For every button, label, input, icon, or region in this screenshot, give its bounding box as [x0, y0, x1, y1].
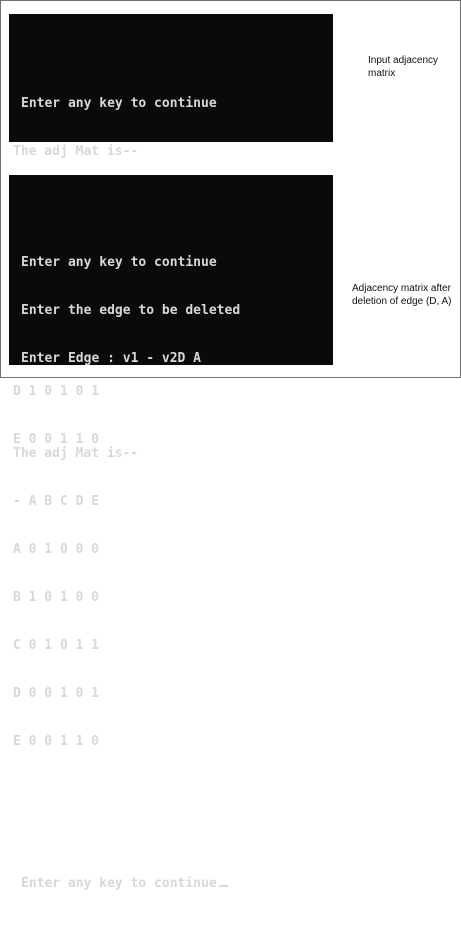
console-line: Enter any key to continue: [21, 96, 217, 111]
blank-line: [13, 402, 333, 411]
console-line: Enter any key to continue: [21, 255, 217, 270]
console-line: The adj Mat is--: [13, 446, 139, 461]
caption-after-deletion: Adjacency matrix after deletion of edge (D, A): [352, 283, 452, 307]
prompt-line: [13, 876, 333, 891]
matrix-row-d: D 1 0 1 0 1: [13, 384, 100, 399]
blank-line: [13, 785, 333, 794]
matrix-row-b: B 1 0 1 0 0: [13, 590, 100, 605]
prompt-text: Enter any key to continue: [21, 876, 217, 891]
console-line: Enter the edge to be deleted: [21, 303, 241, 318]
edge-input-line: Enter Edge : v1 - v2D A: [21, 351, 202, 366]
matrix-row-c: C 0 1 0 1 1: [13, 638, 100, 653]
matrix-row-a: A 0 1 0 0 0: [13, 542, 100, 557]
matrix-row-e: E 0 0 1 1 0: [13, 734, 100, 749]
matrix-header-row: - A B C D E: [13, 494, 100, 509]
cursor-icon: [219, 885, 228, 887]
matrix-row-d: D 0 0 1 0 1: [13, 686, 100, 701]
console-line: The adj Mat is--: [13, 144, 139, 159]
matrix-row-e: E 0 0 1 1 0: [13, 432, 100, 447]
caption-input-matrix: Input adjacency matrix: [368, 55, 439, 79]
blank-line: [13, 832, 333, 841]
